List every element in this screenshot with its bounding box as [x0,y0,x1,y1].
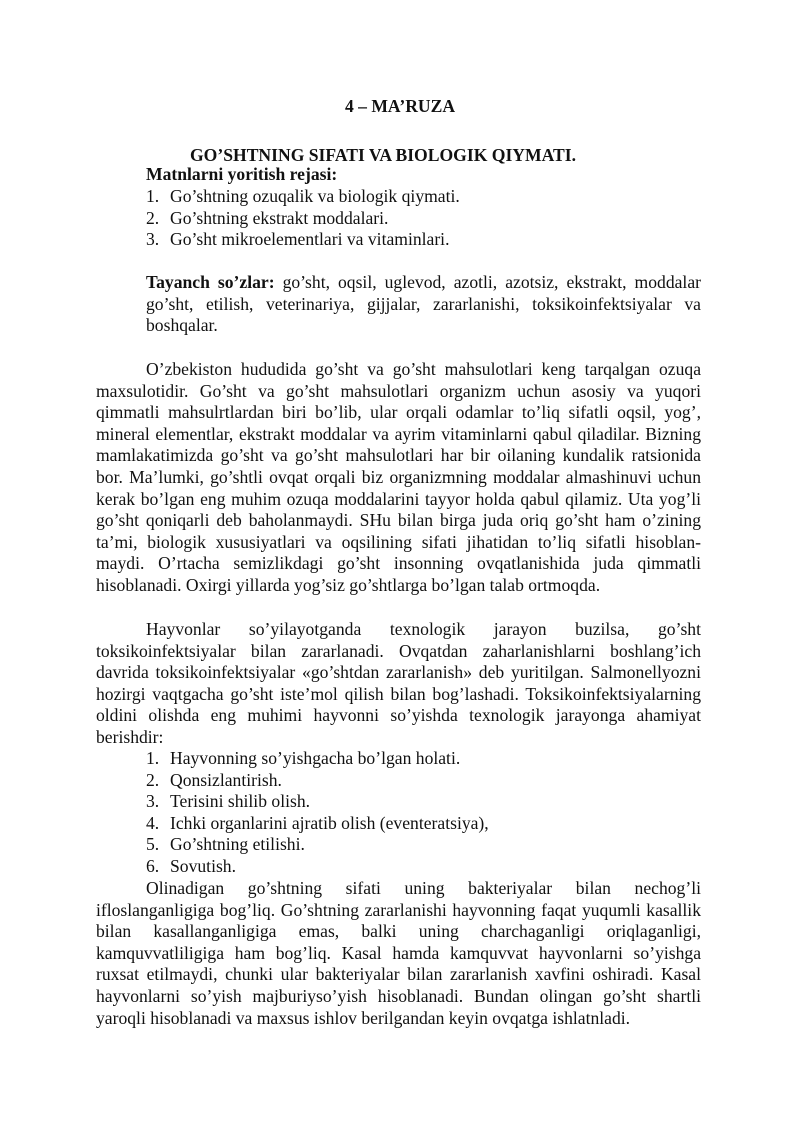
body-paragraph-2: Hayvonlar so’yilayotganda texnologik jarayon buzilsa, go’sht toksikoinfektsiyalar bilan zararlanadi. Ovqatdan zaharlanishlarni boshlang’ich davrida toksikoinfektsiyalar «go’shtdan zararlanish» deb yuritilgan. Salmonellyozni hozirgi vaqtgacha go’sht iste’mol qilish bilan bog’lashadi. Toksikoinfektsiyalarning oldini olishda eng muhimi hayvonni so’yishda texnologik jarayonga ahamiyat berishdir: [96,619,701,747]
step-number: 6. [146,855,160,876]
step-number: 3. [146,791,160,812]
step-number: 4. [146,812,160,833]
step-item [146,791,489,813]
plan-item-number: 3. [146,229,160,250]
lecture-number: 4 – MA’RUZA [344,96,456,116]
page-title: GO’SHTNING SIFATI VA BIOLOGIK QIYMATI. [190,145,577,165]
step-text: Ichki organlarini ajratib olish (eventeratsiya), [170,812,489,833]
step-item [146,834,489,856]
plan-item-text: Go’sht mikroelementlari va vitaminlari. [170,229,450,250]
plan-item-number: 1. [146,186,160,206]
step-text: Sovutish. [170,855,236,876]
step-number: 1. [146,748,160,768]
plan-heading: Matnlarni yoritish rejasi: [146,164,338,184]
step-item [146,770,489,792]
step-number: 5. [146,834,160,855]
step-number: 2. [146,769,160,790]
step-text: Qonsizlantirish. [170,769,282,790]
keywords-text: go’sht, oqsil, uglevod, azotli, azotsiz, ekstrakt, moddalar go’sht, etilish, veterinariya, gijjalar, zararlanishi, toksikoinfektsiyalar va boshqalar. [146,272,701,336]
plan-list [146,186,460,251]
keywords-label: Tayanch so’zlar: [146,272,275,292]
step-text: Go’shtning etilishi. [170,834,305,855]
steps-list [146,748,489,878]
body-paragraph-1: O’zbekiston hududida go’sht va go’sht mahsulotlari keng tarqalgan ozuqa maxsulotidir. Go’sht va go’sht mahsulotlari organizm uchun asosiy va yuqori qimmatli mahsulrtlardan biri bo’lib, ular orqali odamlar to’liq sifatli oqsil, yog’, mineral elementlar, ekstrakt moddalar va ayrim vitaminlarni qabul qiladilar. Bizning mamlakatimizda go’sht va go’sht mahsulotlari har bir oilaning kundalik ratsionida bor. Ma’lumki, go’shtli ovqat orqali biz organizmning moddalar almashinuvi uchun kerak bo’lgan eng muhim ozuqa moddalarini tayyor holda qabul qilamiz. Uta yog’li go’sht qoniqarli deb baholanmaydi. SHu bilan birga juda oriq go’sht ham o’zining ta’mi, biologik xususiyatlari va oqsilining sifati jihatidan to’liq sifatli hisoblan-maydi. O’rtacha semizlikdagi go’sht insonning ovqatlanishida juda qimmatli hisoblanadi. Oxirgi yillarda yog’siz go’shtlarga bo’lgan talab ortmoqda. [96,359,701,595]
step-text: Terisini shilib olish. [170,791,311,812]
plan-item-text: Go’shtning ozuqalik va biologik qiymati. [170,186,460,206]
plan-item-number: 2. [146,207,160,228]
plan-item-text: Go’shtning ekstrakt moddalari. [170,207,389,228]
keywords-paragraph [146,272,701,337]
plan-item [146,186,460,208]
step-text: Hayvonning so’yishgacha bo’lgan holati. [170,748,461,768]
step-item [146,813,489,835]
body-paragraph-3: Olinadigan go’shtning sifati uning bakteriyalar bilan nechog’li ifloslanganligiga bog’liq. Go’shtning zararlanishi hayvonning faqat yuqumli kasallik bilan kasallanganligiga emas, balki uning charchaganligi oriqlaganligi, kamquvvatliligiga ham bog’liq. Kasal hamda kamquvvat hayvonlarni so’yishga ruxsat etilmaydi, chunki ular bakteriyalar bilan zararlanish xavfini oshiradi. Kasal hayvonlarni so’yish majburiyso’yish hisoblanadi. Bundan olingan go’sht shartli yaroqli hisoblanadi va maxsus ishlov berilgandan keyin ovqatga ishlatnladi. [96,878,701,1028]
step-item [146,748,489,770]
step-item [146,856,489,878]
plan-item [146,229,460,251]
plan-item [146,208,460,230]
